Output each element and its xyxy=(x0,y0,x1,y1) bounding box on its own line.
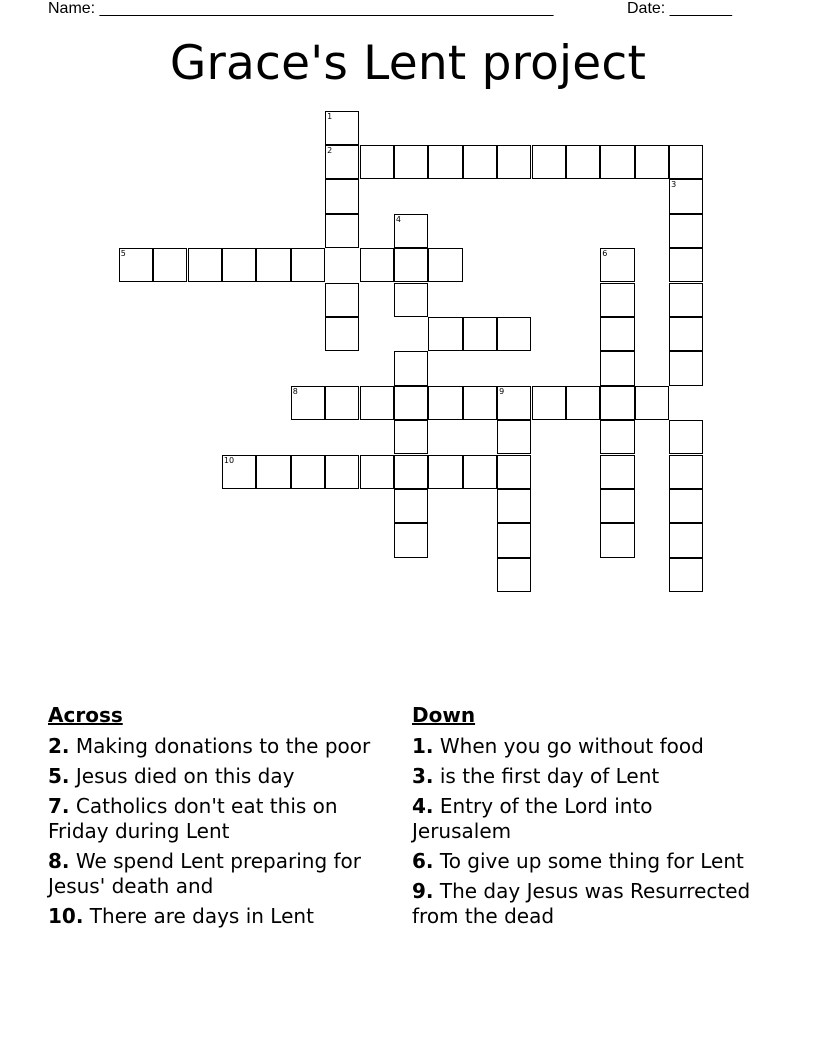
grid-cell[interactable] xyxy=(497,455,531,489)
cell-number: 10 xyxy=(223,455,235,465)
grid-cell[interactable] xyxy=(497,558,531,592)
grid-cell[interactable] xyxy=(600,145,634,179)
grid-cell[interactable] xyxy=(394,489,428,523)
page-title: Grace's Lent project xyxy=(169,36,647,91)
grid-cell[interactable] xyxy=(669,351,703,385)
grid-cell[interactable] xyxy=(291,386,325,420)
grid-cell[interactable] xyxy=(497,420,531,454)
grid-cell[interactable] xyxy=(394,248,428,282)
grid-cell[interactable] xyxy=(497,145,531,179)
grid-cell[interactable] xyxy=(463,455,497,489)
grid-cell[interactable] xyxy=(222,455,256,489)
grid-cell[interactable] xyxy=(428,317,462,351)
grid-cell[interactable] xyxy=(669,523,703,557)
grid-cell[interactable] xyxy=(669,283,703,317)
clue-text: Jesus died on this day xyxy=(75,764,295,788)
grid-cell[interactable] xyxy=(600,351,634,385)
clue-number: 3. xyxy=(412,764,434,788)
grid-cell[interactable] xyxy=(532,145,566,179)
clue-number: 6. xyxy=(412,849,434,873)
grid-cell[interactable] xyxy=(669,179,703,213)
grid-cell[interactable] xyxy=(188,248,222,282)
grid-cell[interactable] xyxy=(497,489,531,523)
grid-cell[interactable] xyxy=(394,214,428,248)
across-section xyxy=(48,703,393,934)
grid-cell[interactable] xyxy=(325,179,359,213)
grid-cell[interactable] xyxy=(394,455,428,489)
grid-cell[interactable] xyxy=(600,283,634,317)
grid-cell[interactable] xyxy=(428,145,462,179)
grid-cell[interactable] xyxy=(394,386,428,420)
grid-cell[interactable] xyxy=(360,248,394,282)
grid-cell[interactable] xyxy=(635,145,669,179)
grid-cell[interactable] xyxy=(600,420,634,454)
down-heading: Down xyxy=(412,703,476,727)
clue-number: 8. xyxy=(48,849,70,873)
across-clue xyxy=(48,849,393,899)
grid-cell[interactable] xyxy=(325,317,359,351)
clue-number: 1. xyxy=(412,734,434,758)
cell-number: 4 xyxy=(395,214,401,224)
grid-cell[interactable] xyxy=(394,351,428,385)
cell-number: 9 xyxy=(499,386,505,396)
grid-cell[interactable] xyxy=(669,214,703,248)
grid-cell[interactable] xyxy=(497,523,531,557)
grid-cell[interactable] xyxy=(394,283,428,317)
clue-number: 7. xyxy=(48,794,70,818)
clue-text: There are days in Lent xyxy=(89,904,314,928)
across-clue xyxy=(48,794,393,844)
grid-cell[interactable] xyxy=(463,145,497,179)
grid-cell[interactable] xyxy=(428,248,462,282)
grid-cell[interactable] xyxy=(256,455,290,489)
grid-cell[interactable] xyxy=(669,455,703,489)
grid-cell[interactable] xyxy=(360,145,394,179)
cell-number: 6 xyxy=(602,249,608,259)
across-clue xyxy=(48,764,393,789)
grid-cell[interactable] xyxy=(463,386,497,420)
grid-cell[interactable] xyxy=(600,523,634,557)
cell-number: 3 xyxy=(671,180,677,190)
grid-cell[interactable] xyxy=(428,386,462,420)
grid-cell[interactable] xyxy=(428,455,462,489)
grid-cell[interactable] xyxy=(360,386,394,420)
name-line: Name: ___________________________________________________ xyxy=(48,0,554,17)
grid-cell[interactable] xyxy=(669,145,703,179)
grid-cell[interactable] xyxy=(497,317,531,351)
cell-number: 1 xyxy=(327,111,333,121)
grid-cell[interactable] xyxy=(497,386,531,420)
across-clue xyxy=(48,734,393,759)
clue-text: is the first day of Lent xyxy=(439,764,660,788)
down-clue xyxy=(412,879,757,929)
down-clue xyxy=(412,764,757,789)
date-line: Date: _______ xyxy=(627,0,732,17)
down-clue xyxy=(412,849,757,874)
across-clue xyxy=(48,904,393,929)
grid-cell[interactable] xyxy=(325,386,359,420)
grid-cell[interactable] xyxy=(600,248,634,282)
down-clue xyxy=(412,794,757,844)
grid-cell[interactable] xyxy=(325,145,359,179)
grid-cell[interactable] xyxy=(291,455,325,489)
clue-text: Making donations to the poor xyxy=(75,734,371,758)
grid-cell[interactable] xyxy=(463,317,497,351)
clue-number: 10. xyxy=(48,904,84,928)
grid-cell[interactable] xyxy=(256,248,290,282)
grid-cell[interactable] xyxy=(291,248,325,282)
grid-cell[interactable] xyxy=(600,386,634,420)
cell-number: 5 xyxy=(120,249,126,259)
grid-cell[interactable] xyxy=(635,386,669,420)
clue-text: We spend Lent preparing for Jesus' death and xyxy=(48,849,362,898)
grid-cell[interactable] xyxy=(119,248,153,282)
clue-text: To give up some thing for Lent xyxy=(439,849,744,873)
grid-cell[interactable] xyxy=(325,283,359,317)
grid-cell[interactable] xyxy=(153,248,187,282)
grid-cell[interactable] xyxy=(532,386,566,420)
grid-cell[interactable] xyxy=(394,523,428,557)
down-section xyxy=(412,703,757,934)
across-heading: Across xyxy=(48,703,123,727)
grid-cell[interactable] xyxy=(566,386,600,420)
grid-cell[interactable] xyxy=(600,455,634,489)
clue-number: 2. xyxy=(48,734,70,758)
grid-cell[interactable] xyxy=(325,455,359,489)
grid-cell[interactable] xyxy=(325,214,359,248)
grid-cell[interactable] xyxy=(669,248,703,282)
cell-number: 2 xyxy=(327,145,333,155)
grid-cell[interactable] xyxy=(669,489,703,523)
grid-cell[interactable] xyxy=(325,111,359,145)
grid-cell[interactable] xyxy=(600,317,634,351)
grid-cell[interactable] xyxy=(394,420,428,454)
grid-cell[interactable] xyxy=(394,145,428,179)
grid-cell[interactable] xyxy=(566,145,600,179)
clue-text: When you go without food xyxy=(439,734,704,758)
grid-cell[interactable] xyxy=(360,455,394,489)
grid-cell[interactable] xyxy=(669,558,703,592)
clue-number: 4. xyxy=(412,794,434,818)
cell-number: 8 xyxy=(292,386,298,396)
grid-cell[interactable] xyxy=(600,489,634,523)
clue-number: 9. xyxy=(412,879,434,903)
clue-text: The day Jesus was Resurrected from the dead xyxy=(412,879,751,928)
grid-cell[interactable] xyxy=(222,248,256,282)
clue-text: Entry of the Lord into Jerusalem xyxy=(412,794,653,843)
grid-cell[interactable] xyxy=(669,420,703,454)
down-clue xyxy=(412,734,757,759)
clue-text: Catholics don't eat this on Friday during Lent xyxy=(48,794,338,843)
grid-cell[interactable] xyxy=(669,317,703,351)
clue-number: 5. xyxy=(48,764,70,788)
